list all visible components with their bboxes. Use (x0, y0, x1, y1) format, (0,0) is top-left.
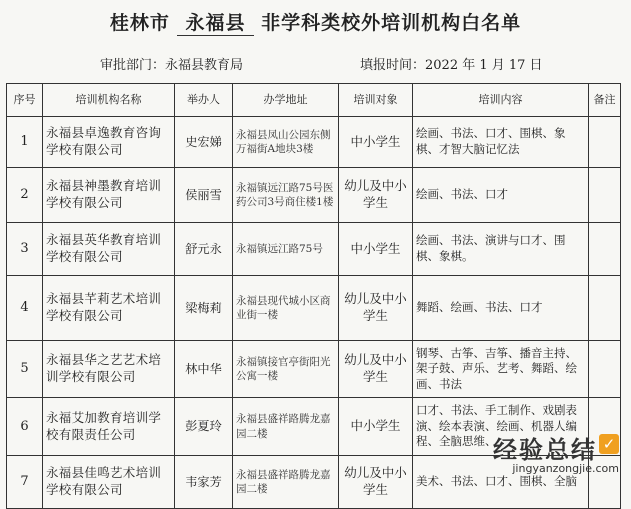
cell-founder: 林中华 (175, 341, 233, 398)
cell-content: 舞蹈、绘画、书法、口才 (413, 276, 589, 341)
cell-note (589, 117, 621, 168)
cell-address: 永福镇接官亭街阳光公寓一楼 (233, 341, 339, 398)
cell-name: 永福县英华教育培训学校有限公司 (43, 223, 175, 276)
cell-target: 中小学生 (339, 117, 413, 168)
watermark-url: jingyanzongjie.com (512, 462, 619, 475)
cell-note (589, 223, 621, 276)
cell-founder: 侯丽雪 (175, 168, 233, 223)
cell-address: 永福县现代城小区商业街一楼 (233, 276, 339, 341)
header-note: 备注 (589, 84, 621, 117)
cell-address: 永福县盛祥路腾龙嘉园二楼 (233, 398, 339, 456)
cell-no: 5 (7, 341, 43, 398)
cell-target: 中小学生 (339, 398, 413, 456)
cell-founder: 史宏娣 (175, 117, 233, 168)
header-address: 办学地址 (233, 84, 339, 117)
cell-target: 中小学生 (339, 223, 413, 276)
cell-target: 幼儿及中小学生 (339, 456, 413, 509)
cell-note (589, 341, 621, 398)
table-row (7, 117, 621, 168)
cell-name: 永福艾加教育培训学校有限责任公司 (43, 398, 175, 456)
report-date: 填报时间：2022 年 1 月 17 日 (360, 58, 543, 73)
cell-no: 1 (7, 117, 43, 168)
cell-name: 永福县神墨教育培训学校有限公司 (43, 168, 175, 223)
cell-note (589, 276, 621, 341)
header-target: 培训对象 (339, 84, 413, 117)
checkmark-icon: ✓ (599, 434, 619, 454)
cell-founder: 梁梅莉 (175, 276, 233, 341)
table-row (7, 168, 621, 223)
cell-founder: 彭夏玲 (175, 398, 233, 456)
cell-name: 永福县华之艺艺术培训学校有限公司 (43, 341, 175, 398)
cell-name: 永福县芊莉艺术培训学校有限公司 (43, 276, 175, 341)
cell-content: 美术、书法、口才、围棋、全脑 (413, 456, 589, 509)
cell-founder: 韦家芳 (175, 456, 233, 509)
cell-address: 永福县凤山公园东侧万福街A地块3楼 (233, 117, 339, 168)
header-content: 培训内容 (413, 84, 589, 117)
cell-no: 3 (7, 223, 43, 276)
page-title (0, 8, 631, 36)
watermark-text: 经验总结 (493, 436, 597, 464)
site-watermark (493, 430, 619, 475)
cell-name: 永福县卓逸教育咨询学校有限公司 (43, 117, 175, 168)
cell-content: 绘画、书法、口才、围棋、象棋、才智大脑记忆法 (413, 117, 589, 168)
cell-no: 4 (7, 276, 43, 341)
cell-content: 绘画、书法、口才 (413, 168, 589, 223)
header-no: 序号 (7, 84, 43, 117)
cell-target: 幼儿及中小学生 (339, 276, 413, 341)
cell-content: 绘画、书法、演讲与口才、围棋、象棋。 (413, 223, 589, 276)
cell-address: 永福镇远江路75号 (233, 223, 339, 276)
cell-no: 7 (7, 456, 43, 509)
cell-address: 永福镇远江路75号医药公司3号商住楼1楼 (233, 168, 339, 223)
cell-name: 永福县佳鸣艺术培训学校有限公司 (43, 456, 175, 509)
title-main: 非学科类校外培训机构白名单 (261, 12, 522, 34)
cell-content: 钢琴、古筝、吉筝、播音主持、架子鼓、声乐、艺考、舞蹈、绘画、书法 (413, 341, 589, 398)
cell-target: 幼儿及中小学生 (339, 168, 413, 223)
cell-no: 6 (7, 398, 43, 456)
title-city: 桂林市 (109, 12, 170, 34)
cell-no: 2 (7, 168, 43, 223)
cell-content: 口才、书法、手工制作、戏剧表演、绘本表演、绘画、机器人编程、全脑思维、 (413, 398, 589, 456)
approval-department: 审批部门：永福县教育局 (100, 58, 244, 73)
header-founder: 举办人 (175, 84, 233, 117)
table-row (7, 341, 621, 398)
header-name: 培训机构名称 (43, 84, 175, 117)
table-row (7, 223, 621, 276)
table-row (7, 276, 621, 341)
table-header-row (7, 84, 621, 117)
title-county: 永福县 (177, 8, 253, 36)
cell-note (589, 168, 621, 223)
cell-founder: 舒元永 (175, 223, 233, 276)
cell-address: 永福县盛祥路腾龙嘉园二楼 (233, 456, 339, 509)
cell-target: 幼儿及中小学生 (339, 341, 413, 398)
